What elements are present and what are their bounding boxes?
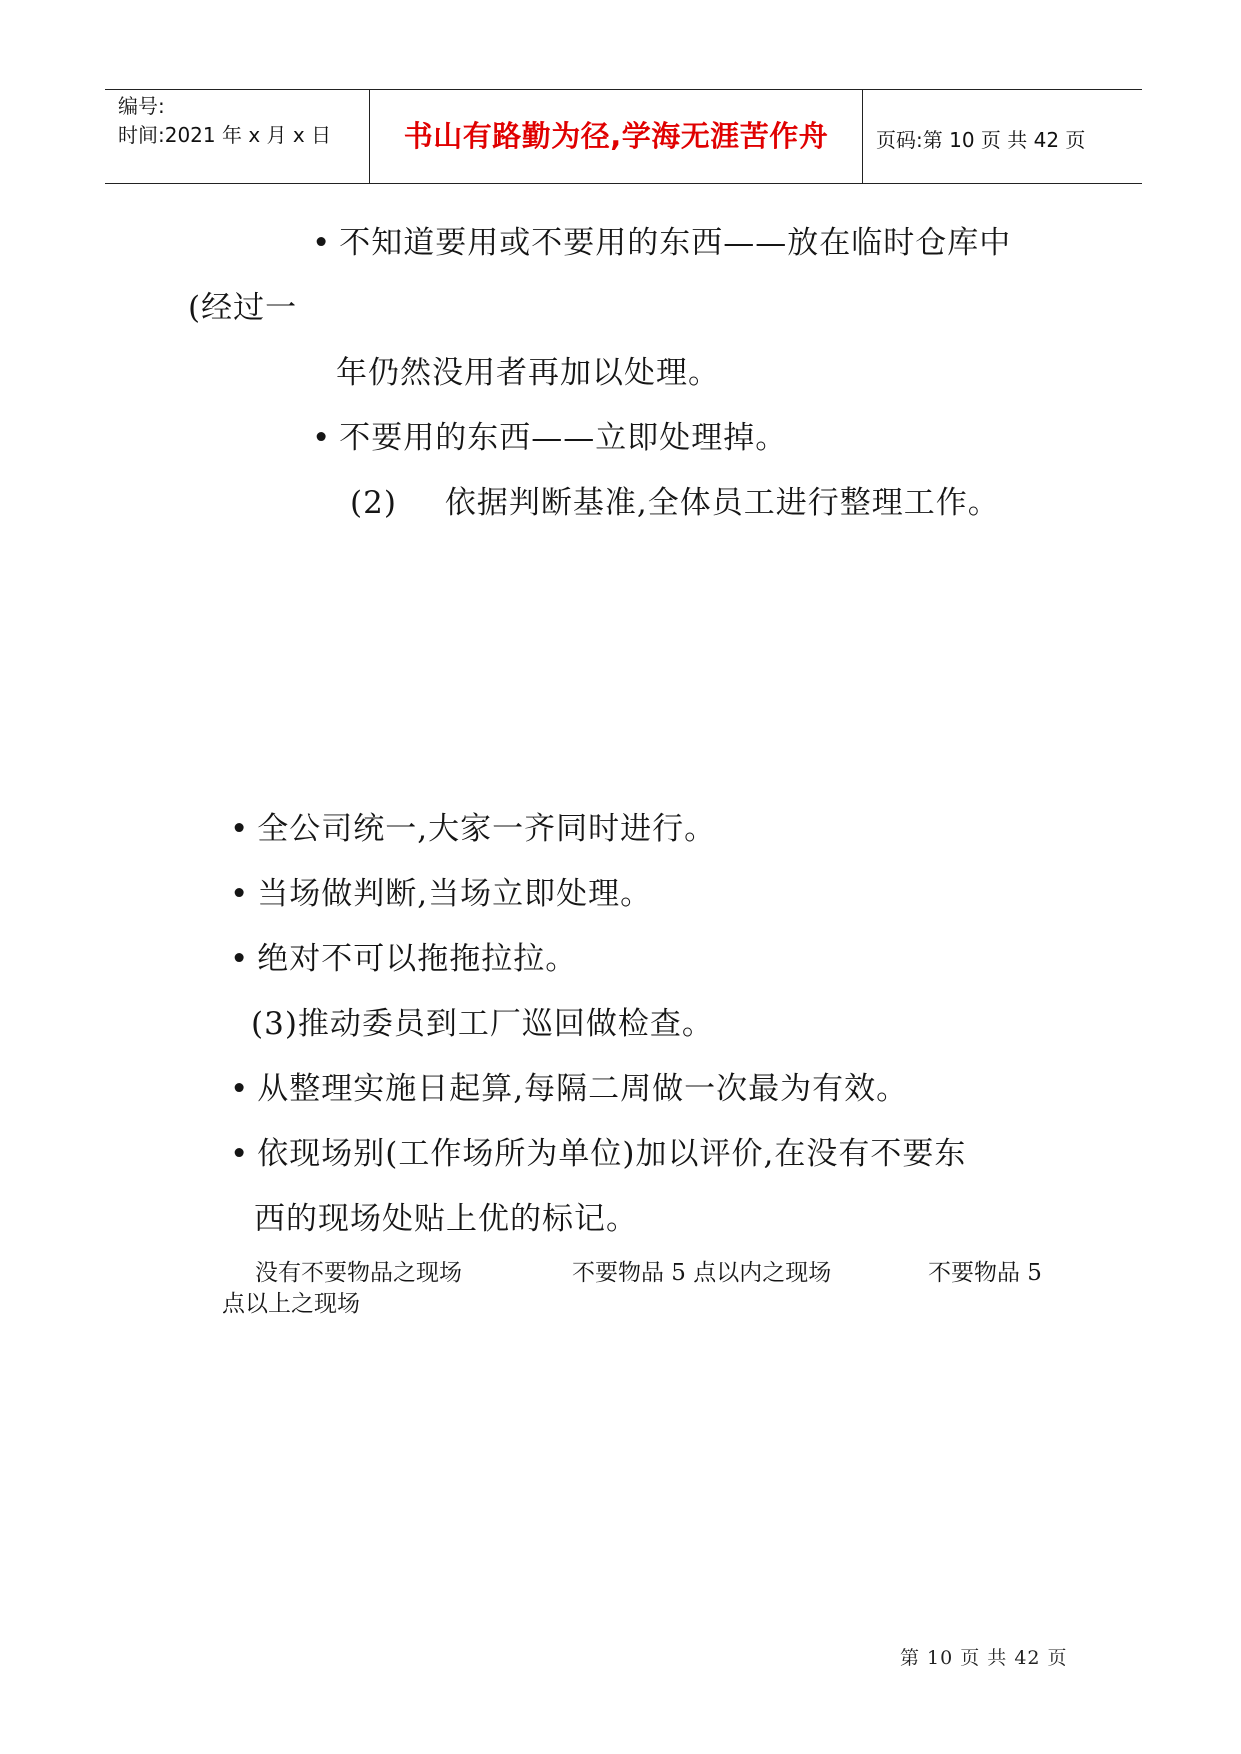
list-item-text: 不知道要用或不要用的东西——放在临时仓库中 xyxy=(339,225,1012,261)
step-text: 依据判断基准,全体员工进行整理工作。 xyxy=(444,485,1000,521)
header-page-number: 页码:第 10 页 共 42 页 xyxy=(876,128,1086,152)
list-item xyxy=(230,1134,966,1174)
bullet-marker: • xyxy=(230,941,250,977)
list-item xyxy=(312,223,1011,263)
header-meta xyxy=(118,92,363,150)
header-top-rule xyxy=(105,89,1142,90)
bullet-marker: • xyxy=(230,876,250,912)
list-item xyxy=(230,1069,908,1109)
list-item-text: 依现场别(工作场所为单位)加以评价,在没有不要东 xyxy=(257,1136,967,1172)
category-label-within-5: 不要物品 5 点以内之现场 xyxy=(572,1260,832,1286)
list-item-text: 从整理实施日起算,每隔二周做一次最为有效。 xyxy=(257,1071,909,1107)
paragraph-line: 年仍然没用者再加以处理。 xyxy=(336,355,720,391)
list-item xyxy=(230,809,716,849)
bullet-marker: • xyxy=(230,1136,250,1172)
header-divider-right xyxy=(862,89,863,183)
bullet-marker: • xyxy=(230,811,250,847)
document-time-label: 时间:2021 年 x 月 x 日 xyxy=(118,123,332,147)
header-motto: 书山有路勤为径,学海无涯苦作舟 xyxy=(403,119,829,153)
category-label-over-5-continued: 点以上之现场 xyxy=(222,1291,360,1317)
paragraph-line: 西的现场处贴上优的标记。 xyxy=(254,1201,638,1237)
list-item xyxy=(230,939,577,979)
category-label-no-unneeded: 没有不要物品之现场 xyxy=(255,1260,462,1286)
bullet-marker: • xyxy=(312,225,332,261)
document-number-label: 编号: xyxy=(118,94,165,118)
list-item xyxy=(230,874,652,914)
numbered-step: (3)推动委员到工厂巡回做检查。 xyxy=(251,1006,714,1042)
category-label-over-5: 不要物品 5 xyxy=(928,1260,1042,1286)
list-item-text: 当场做判断,当场立即处理。 xyxy=(257,876,653,912)
list-item-text: 全公司统一,大家一齐同时进行。 xyxy=(257,811,717,847)
list-item xyxy=(312,418,787,458)
step-number: (2) xyxy=(350,485,397,521)
header-bottom-rule xyxy=(105,183,1142,184)
paragraph-line: (经过一 xyxy=(188,290,298,326)
footer-page-number: 第 10 页 共 42 页 xyxy=(900,1647,1068,1669)
bullet-marker: • xyxy=(230,1071,250,1107)
list-item-text: 不要用的东西——立即处理掉。 xyxy=(339,420,788,456)
numbered-step xyxy=(350,483,1000,523)
list-item-text: 绝对不可以拖拖拉拉。 xyxy=(257,941,578,977)
bullet-marker: • xyxy=(312,420,332,456)
